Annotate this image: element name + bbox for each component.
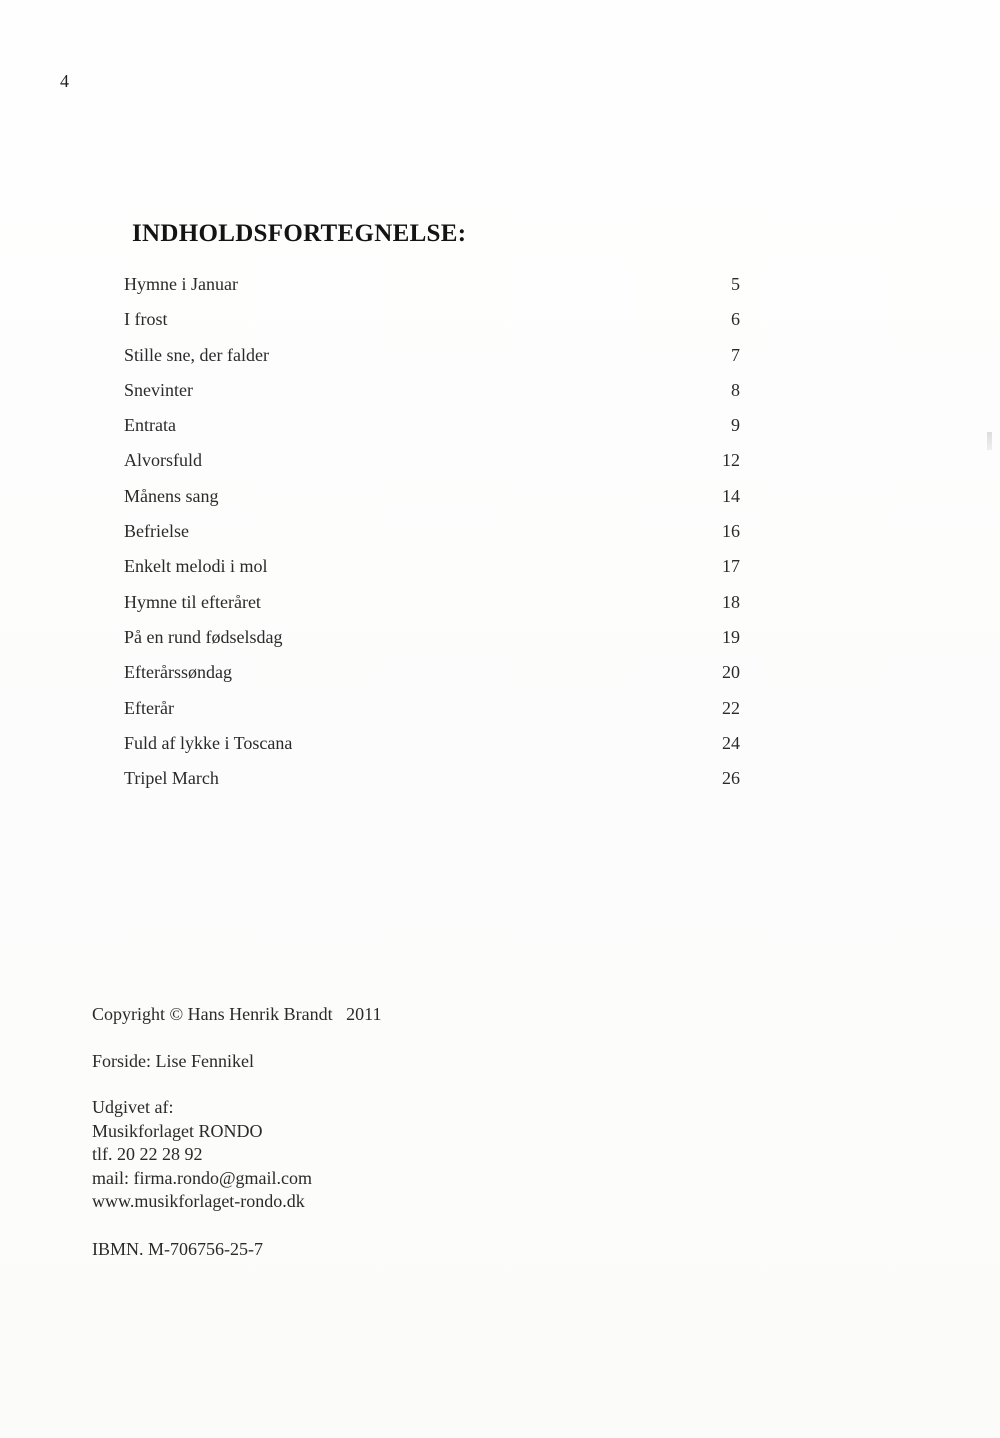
- cover-credit: Forside: Lise Fennikel: [92, 1051, 254, 1071]
- publisher-phone: tlf. 20 22 28 92: [92, 1144, 203, 1164]
- toc-row: [124, 692, 740, 727]
- toc-entry-page: 17: [722, 556, 740, 577]
- toc-entry-page: 24: [722, 732, 740, 753]
- toc-entry-title: Efterårssøndag: [124, 662, 232, 683]
- toc-row: [124, 409, 740, 444]
- toc-entry-page: 6: [731, 309, 740, 330]
- toc-entry-title: Entrata: [124, 415, 176, 436]
- toc-entry-title: Hymne i Januar: [124, 274, 238, 294]
- toc-row: [124, 303, 740, 338]
- toc-entry-title: Alvorsfuld: [124, 450, 202, 471]
- publisher-mail: mail: firma.rondo@gmail.com: [92, 1167, 313, 1188]
- toc-entry-title: Befrielse: [124, 521, 189, 542]
- toc-entry-title: I frost: [124, 309, 168, 330]
- copyright-line: Copyright © Hans Henrik Brandt 2011: [92, 1004, 382, 1024]
- ibmn-number: IBMN. M-706756-25-7: [92, 1239, 263, 1259]
- toc-row: [124, 339, 740, 374]
- toc-entry-page: 18: [722, 591, 740, 612]
- toc-entry-title: Stille sne, der falder: [124, 344, 269, 365]
- toc-entry-page: 19: [722, 626, 740, 647]
- toc-entry-title: Tripel March: [124, 768, 219, 789]
- toc-entry-title: Fuld af lykke i Toscana: [124, 732, 293, 753]
- toc-entry-page: 20: [722, 662, 740, 683]
- toc-entry-page: 5: [731, 274, 740, 294]
- publisher-name: Musikforlaget RONDO: [92, 1120, 263, 1141]
- toc-entry-title: På en rund fødselsdag: [124, 626, 283, 647]
- toc-title: INDHOLDSFORTEGNELSE:: [132, 220, 467, 247]
- toc-list: [124, 268, 740, 797]
- toc-entry-page: 14: [722, 485, 740, 506]
- toc-entry-title: Snevinter: [124, 379, 193, 400]
- toc-row: [124, 727, 740, 762]
- toc-entry-title: Enkelt melodi i mol: [124, 556, 268, 577]
- toc-entry-page: 7: [731, 344, 740, 365]
- toc-row: [124, 586, 740, 621]
- toc-entry-title: Hymne til efteråret: [124, 591, 261, 612]
- publisher-block: [92, 1096, 312, 1214]
- toc-row: [124, 374, 740, 409]
- toc-row: [124, 268, 740, 303]
- toc-row: [124, 621, 740, 656]
- toc-entry-page: 26: [722, 768, 740, 789]
- toc-entry-title: Efterår: [124, 697, 174, 718]
- publisher-label: Udgivet af:: [92, 1097, 174, 1117]
- toc-entry-page: 16: [722, 521, 740, 542]
- toc-entry-page: 12: [722, 450, 740, 471]
- toc-entry-page: 9: [731, 415, 740, 436]
- toc-entry-title: Månens sang: [124, 485, 219, 506]
- toc-row: [124, 444, 740, 479]
- toc-entry-page: 22: [722, 697, 740, 718]
- publisher-website: www.musikforlaget-rondo.dk: [92, 1191, 305, 1211]
- toc-row: [124, 550, 740, 585]
- toc-row: [124, 656, 740, 691]
- toc-row: [124, 762, 740, 797]
- paper-speck: [987, 432, 992, 450]
- toc-row: [124, 480, 740, 515]
- toc-row: [124, 515, 740, 550]
- page-number: 4: [60, 71, 69, 91]
- toc-entry-page: 8: [731, 379, 740, 400]
